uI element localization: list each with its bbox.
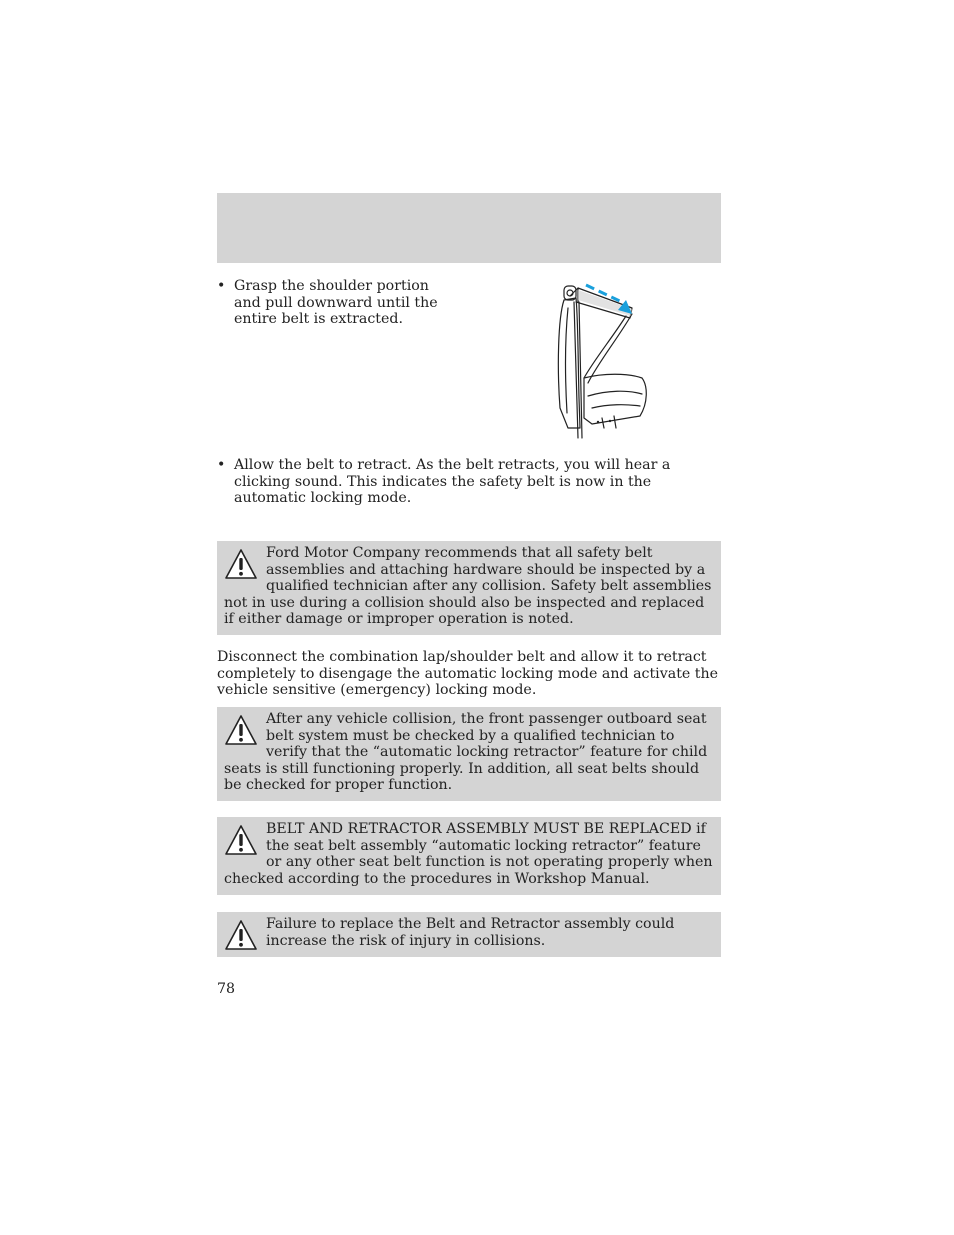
warning-text: BELT AND RETRACTOR ASSEMBLY MUST BE REPLACED if the seat belt assembly “automatic locking retractor” feature or any other seat belt function is not operating properly when checked according to the procedures in Workshop Manual. [224, 821, 713, 887]
warning-box [217, 707, 721, 801]
warning-text: After any vehicle collision, the front passenger outboard seat belt system must be checked by a qualified technician to verify that the “automatic locking retractor” feature for child seats is still functioning properly. In addition, all seat belts should be checked for proper function. [224, 711, 708, 793]
list-item [217, 278, 457, 328]
bullet-marker: • [217, 278, 226, 294]
warning-box [217, 541, 721, 635]
bullet-text: Grasp the shoulder portion and pull downward until the entire belt is extracted. [234, 278, 438, 327]
section-header-bar [217, 193, 721, 263]
warning-box [217, 817, 721, 895]
bullet-text: Allow the belt to retract. As the belt retracts, you will hear a clicking sound. This indicates the safety belt is now in the automatic locking mode. [234, 457, 671, 506]
warning-box [217, 912, 721, 957]
body-paragraph: Disconnect the combination lap/shoulder belt and allow it to retract completely to disengage the automatic locking mode and activate the vehicle sensitive (emergency) locking mode. [217, 649, 719, 698]
bullet-marker: • [217, 457, 226, 473]
seat-belt-pull-illustration [548, 278, 658, 446]
list-item [217, 457, 717, 507]
warning-text: Ford Motor Company recommends that all safety belt assemblies and attaching hardware should be inspected by a qualified technician after any collision. Safety belt assemblies not in use during a collision should also be inspected and replaced if either damage or improper operation is noted. [224, 545, 712, 627]
warning-text: Failure to replace the Belt and Retractor assembly could increase the risk of injury in collisions. [266, 916, 675, 949]
page-number: 78 [217, 981, 236, 997]
warning-triangle-icon [224, 918, 258, 952]
warning-triangle-icon [224, 823, 258, 857]
warning-triangle-icon [224, 547, 258, 581]
warning-triangle-icon [224, 713, 258, 747]
